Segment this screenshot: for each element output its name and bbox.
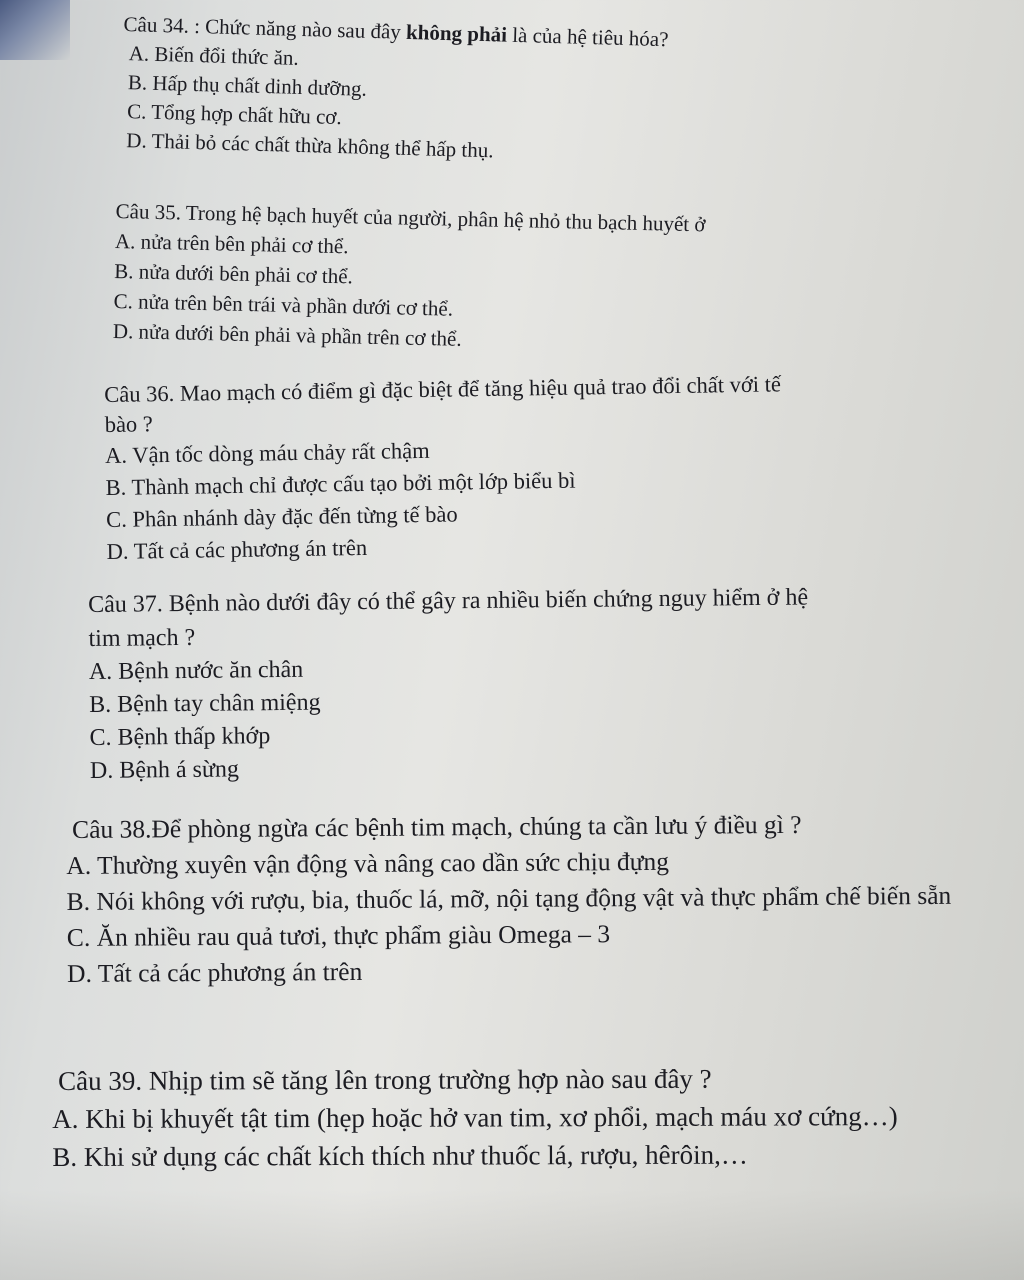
option-c: C. nửa trên bên trái và phần dưới cơ thể. — [113, 288, 454, 321]
question-34-stem: Câu 34. : Chức năng nào sau đây không phải là của hệ tiêu hóa? — [123, 11, 669, 52]
question-35-stem: Câu 35. Trong hệ bạch huyết của người, phân hệ nhỏ thu bạch huyết ở — [115, 198, 706, 237]
option-b: B. Khi sử dụng các chất kích thích như thuốc lá, rượu, hêrôin,… — [52, 1139, 748, 1172]
question-35 — [113, 196, 1024, 367]
option-d: D. Tất cả các phương án trên — [67, 956, 363, 988]
option-a: A. Thường xuyên vận động và nâng cao dần sức chịu đựng — [66, 846, 670, 880]
question-37 — [88, 578, 1024, 788]
option-a: A. Vận tốc dòng máu chảy rất chậm — [104, 437, 430, 468]
question-39 — [52, 1059, 977, 1176]
option-c: C. Tổng hợp chất hữu cơ. — [126, 99, 343, 130]
option-b: B. nửa dưới bên phải cơ thể. — [114, 258, 354, 289]
desk-background-corner — [0, 0, 70, 60]
option-a: A. Biến đổi thức ăn. — [128, 41, 300, 70]
option-a: A. nửa trên bên phải cơ thể. — [114, 228, 349, 259]
question-36-stem-cont: bào ? — [104, 411, 153, 437]
option-c: C. Ăn nhiều rau quả tươi, thực phẩm giàu Omega – 3 — [66, 919, 611, 952]
option-c: C. Phân nhánh dày đặc đến từng tế bào — [105, 501, 458, 532]
option-d: D. Thải bỏ các chất thừa không thể hấp thụ. — [126, 128, 494, 163]
option-a: A. Bệnh nước ăn chân — [88, 656, 304, 685]
option-b: B. Thành mạch chỉ được cấu tạo bởi một lớp biểu bì — [105, 467, 576, 500]
emphasis-text: không phải — [405, 19, 508, 47]
page-shadow — [0, 1190, 1024, 1280]
question-37-stem-cont: tim mạch ? — [88, 624, 196, 652]
option-d: D. nửa dưới bên phải và phần trên cơ thể. — [112, 318, 462, 351]
question-38 — [66, 806, 997, 992]
option-b: B. Hấp thụ chất dinh dưỡng. — [127, 70, 368, 101]
option-b: B. Bệnh tay chân miệng — [89, 689, 321, 718]
option-d: D. Tất cả các phương án trên — [106, 534, 368, 564]
question-36-stem: Câu 36. Mao mạch có điểm gì đặc biệt để tăng hiệu quả trao đổi chất với tế — [104, 371, 782, 407]
option-b: B. Nói không với rượu, bia, thuốc lá, mỡ, nội tạng động vật và thực phẩm chế biến sẵn — [66, 880, 952, 916]
option-a: A. Khi bị khuyết tật tim (hẹp hoặc hở van tim, xơ phổi, mạch máu xơ cứng…) — [52, 1101, 898, 1134]
question-36 — [104, 365, 1024, 568]
option-d: D. Bệnh á sừng — [89, 756, 240, 784]
question-38-stem: Câu 38.Để phòng ngừa các bệnh tim mạch, chúng ta cần lưu ý điều gì ? — [72, 809, 802, 844]
question-39-stem: Câu 39. Nhịp tim sẽ tăng lên trong trường hợp nào sau đây ? — [58, 1063, 712, 1096]
option-c: C. Bệnh thấp khớp — [89, 723, 271, 751]
question-34 — [120, 10, 1024, 181]
question-37-stem: Câu 37. Bệnh nào dưới đây có thể gây ra nhiều biến chứng nguy hiểm ở hệ — [88, 584, 809, 618]
